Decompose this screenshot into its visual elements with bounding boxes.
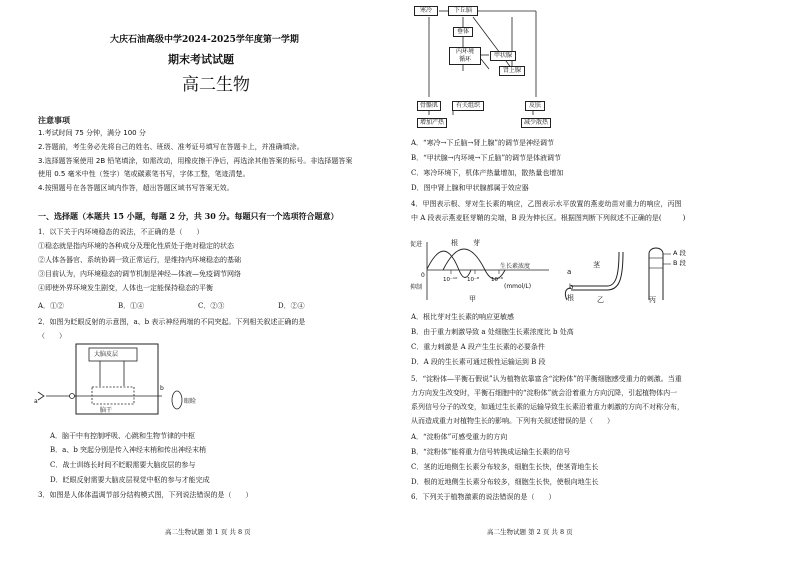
q1-option-d[interactable]: D．②④: [278, 302, 305, 310]
coleoptile-outline: [649, 248, 663, 300]
yi-stem-label: 茎: [593, 261, 600, 269]
school-title: 大庆石油高级中学2024-2025学年度第一学期: [110, 35, 299, 45]
page-right: [397, 0, 794, 561]
notice-item: 使用 0.5 毫米中性（签字）笔或碳素笔书写，字体工整，笔迹清楚。: [38, 170, 250, 178]
label-a: a: [34, 398, 38, 405]
q2-option-d[interactable]: D．眨眼反射需要大脑皮层视觉中枢的参与才能完成: [50, 476, 210, 484]
segment-b-label: B 段: [673, 259, 687, 267]
q4-option-a[interactable]: A．根比芽对生长素的响应更敏感: [411, 313, 515, 321]
thermoregulation-diagram: [411, 3, 561, 131]
q5-stem: 从而造成重力对植物生长的影响。下列有关叙述错误的是（ ）: [411, 417, 614, 425]
yi-label-a: a: [567, 268, 572, 276]
q1-item: ②人体各器官、系统协调一致正常运行，是维持内环境稳态的基础: [38, 256, 241, 264]
x-axis-label: 生长素浓度: [500, 263, 531, 270]
pituitary-box: 垂体: [453, 27, 473, 37]
q4-option-c[interactable]: C．重力刺激是 A 段产生生长素的必要条件: [411, 343, 545, 351]
q1-item: ①稳态就是指内环境的各种成分及理化性质处于绝对稳定的状态: [38, 242, 234, 250]
notice-item: 4.按照题号在各答题区域内作答，超出答题区域书写答案无效。: [38, 184, 234, 192]
bud-curve: [443, 249, 505, 279]
q1-item: ③目前认为，内环境稳态的调节机制是神经—体液—免疫调节网络: [38, 270, 241, 278]
organs-box: 有关组织: [452, 101, 484, 111]
yi-root-label: 根: [567, 294, 574, 302]
brainstem-box: [92, 387, 134, 404]
hypothalamus-box: 下丘脑: [448, 6, 478, 16]
origin-label: 0: [421, 272, 425, 279]
q3-option-b[interactable]: B．“甲状腺→内环境→下丘脑”的调节是体液调节: [411, 154, 562, 162]
q3-option-d[interactable]: D．图中肾上腺和甲状腺都属于效应器: [411, 184, 529, 192]
root-label: 根: [451, 239, 458, 247]
chart-bing-label: 丙: [649, 296, 656, 304]
brainstem-label: 脑干: [100, 407, 113, 414]
q4-stem: 中 A 段表示燕麦胚芽鞘的尖端，B 段为伸长区。根据图判断下列叙述不正确的是( ): [411, 214, 686, 222]
page-footer-left: 高二生物试题 第 1 页 共 8 页: [165, 528, 251, 536]
heat-loss-box: 减少散热: [521, 118, 551, 128]
exam-title: 期末考试试题: [168, 53, 234, 66]
eyelid-label: 眼睑: [184, 398, 197, 405]
notice-item: 1.考试时间 75 分钟，满分 100 分: [38, 129, 146, 137]
circulation-label: 循环: [458, 56, 471, 63]
q2-option-c[interactable]: C．战士训练长时间不眨眼需要大脑皮层的参与: [50, 461, 196, 469]
q2-option-b[interactable]: B．a、b 突起分别是传入神经末梢和传出神经末梢: [50, 446, 207, 454]
stem-lower: [571, 252, 623, 290]
q5-stem: 力方向发生改变时，平衡石细胞中的“淀粉体”就会沿着重力方向沉降，引起植物体内一: [411, 389, 678, 397]
x-tick-label: 10⁻¹⁰: [443, 277, 458, 283]
eyelid-shape: [172, 391, 182, 409]
yi-label-b: b: [569, 283, 574, 291]
q2-stem: 2．如图为眨眼反射的示意图，a、b 表示神经两端的不同突起。下列相关叙述正确的是: [38, 318, 306, 326]
page-footer-right: 高二生物试题 第 2 页 共 8 页: [487, 528, 573, 536]
q2-stem-tail: （ ）: [38, 332, 66, 340]
q3-option-a[interactable]: A．“寒冷→下丘脑→肾上腺”的调节是神经调节: [411, 139, 554, 147]
auxin-response-chart: [409, 240, 554, 304]
q1-option-b[interactable]: B．①④: [118, 302, 145, 310]
adrenal-box: 肾上腺: [499, 66, 525, 76]
notice-item: 3.选择题答案使用 2B 铅笔填涂，如需改动，用橡皮擦干净后，再选涂其他答案的标号。非选择题答案: [38, 157, 353, 165]
q5-option-d[interactable]: D．根的近地侧生长素分布较多，细胞生长快，使根向地生长: [411, 478, 599, 486]
chart-jia-label: 甲: [469, 295, 476, 303]
ganglion: [70, 394, 75, 399]
internal-env-box: [449, 47, 481, 65]
q4-stem: 4．甲图表示根、芽对生长素的响应，乙图表示水平放置的燕麦幼苗对重力的响应，丙图: [411, 200, 682, 208]
cold-box: 寒冷: [414, 6, 438, 16]
q5-option-c[interactable]: C．茎的近地侧生长素分布较多，细胞生长快，使茎背地生长: [411, 463, 599, 471]
notice-item: 2.答题前，考生务必先将自己的姓名、班级、准考证号填写在答题卡上，并准确填涂。: [38, 143, 304, 151]
q1-option-c[interactable]: C．②③: [198, 302, 225, 310]
cortex-label: 大脑皮层: [94, 351, 119, 358]
q1-option-a[interactable]: A．①②: [38, 302, 65, 310]
x-axis-unit: (mmol/L): [504, 283, 532, 290]
root-curve: [427, 251, 471, 277]
promote-label: 促进: [410, 241, 423, 248]
bud-label: 芽: [473, 239, 480, 247]
x-tick-label: 10⁻⁶: [491, 277, 504, 283]
skin-box: 皮肤: [525, 101, 545, 111]
q4-option-d[interactable]: D．A 段的生长素可通过极性运输运到 B 段: [411, 358, 546, 366]
thyroid-box: 甲状腺: [490, 51, 516, 61]
heat-production-box: 增加产热: [417, 118, 447, 128]
section-heading: 一、选择题（本题共 15 小题，每题 2 分，共 30 分。每题只有一个选项符合题意）: [38, 211, 339, 221]
q5-stem: 系列信号分子的改变，如通过生长素的运输导致生长素沿着重力刺激的方向不对称分布，: [411, 403, 684, 411]
subject-title: 高二生物: [182, 75, 250, 95]
chart-yi-label: 乙: [597, 296, 604, 304]
q4-option-b[interactable]: B．由于重力刺激导致 a 处细胞生长素浓度比 b 处高: [411, 328, 574, 336]
q1-stem: 1．以下关于内环境稳态的说法，不正确的是（ ）: [38, 228, 204, 236]
internal-env-label: 内环境: [455, 48, 474, 55]
q5-stem: 5．“淀粉体—平衡石假说”认为植物依靠富含“淀粉体”的平衡细胞感受重力的刺激。当重: [411, 375, 682, 383]
skeletal-muscle-box: 骨骼肌: [417, 101, 441, 111]
q2-option-a[interactable]: A．脑干中有控制呼吸、心跳和生物节律的中枢: [50, 432, 196, 440]
label-b: b: [160, 385, 164, 392]
coleoptile-diagram: [641, 244, 673, 302]
inhibit-label: 抑制: [410, 284, 423, 291]
blink-reflex-diagram: [34, 342, 204, 422]
q3-stem: 3．如图是人体体温调节部分结构模式图，下列说法错误的是（ ）: [38, 491, 253, 499]
q1-item: ④即使外界环境发生剧变，人体也一定能保持稳态的平衡: [38, 284, 213, 292]
q6-stem: 6．下列关于植物激素的说法错误的是（ ）: [411, 493, 556, 501]
notice-title: 注意事项: [38, 116, 70, 125]
q5-option-b[interactable]: B．“淀粉体”能将重力信号转换成运输生长素的信号: [411, 448, 571, 456]
x-tick-label: 10⁻⁸: [467, 277, 480, 283]
segment-a-label: A 段: [673, 249, 687, 257]
q5-option-a[interactable]: A．“淀粉体”可感受重力的方向: [411, 433, 508, 441]
q3-option-c[interactable]: C．寒冷环境下，机体产热量增加，散热量也增加: [411, 169, 564, 177]
receptor-branch: [38, 392, 44, 400]
